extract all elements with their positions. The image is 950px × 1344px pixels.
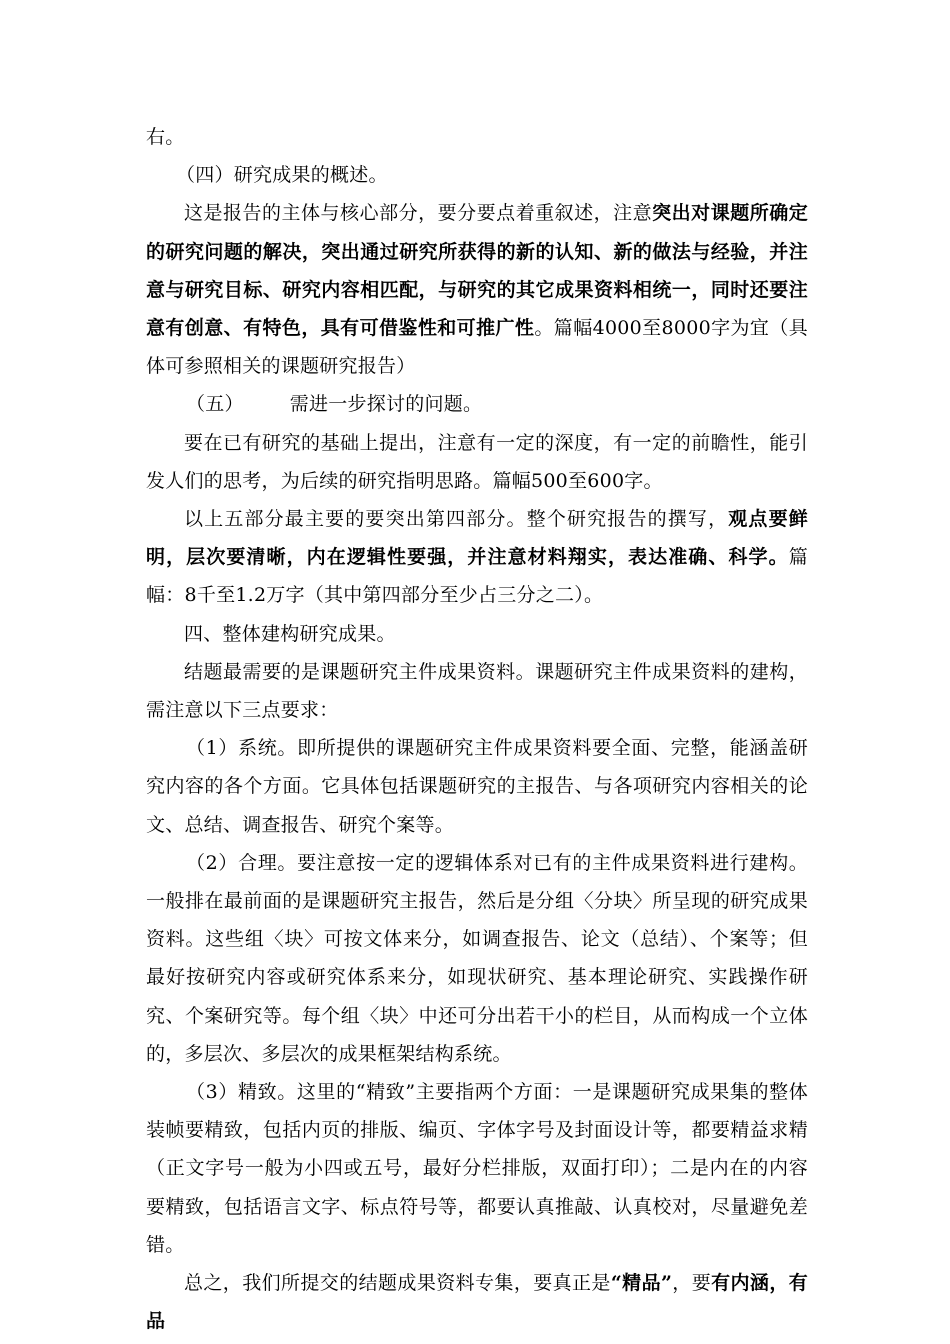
document-body bbox=[146, 118, 808, 1341]
paragraph-overview bbox=[146, 500, 808, 615]
paragraph-summary-tail: 。篇幅4000至8000字为宜（具体可参照相关的课题研究报告） bbox=[146, 317, 808, 378]
paragraph-further-questions: 要在已有研究的基础上提出，注意有一定的深度，有一定的前瞻性，能引发人们的思考，为后续的研究指明思路。篇幅500至600字。 bbox=[146, 431, 808, 492]
section-heading-4: （四）研究成果的概述。 bbox=[176, 164, 388, 187]
paragraph-main-materials: 结题最需要的是课题研究主件成果资料。课题研究主件成果资料的建构，需注意以下三点要求： bbox=[146, 660, 808, 722]
paragraph-overview-lead: 以上五部分最主要的要突出第四部分。整个研究报告的撰写， bbox=[184, 508, 729, 531]
section-heading-5-text: 需进一步探讨的问题。 bbox=[289, 393, 483, 416]
paragraph-conclusion-emphasis: 有内涵，有品 bbox=[146, 1272, 808, 1333]
item-system: （1）系统。即所提供的课题研究主件成果资料要全面、完整，能涵盖研究内容的各个方面。它具体包括课题研究的主报告、与各项研究内容相关的论文、总结、调查报告、研究个案等。 bbox=[146, 737, 808, 836]
paragraph-overview-emphasis: 观点要鲜明，层次要清晰，内在逻辑性要强，并注意材料翔实，表达准确、科学。 bbox=[146, 508, 808, 569]
paragraph-conclusion-quote: “精品” bbox=[610, 1272, 673, 1295]
paragraph-summary bbox=[146, 194, 808, 385]
item-reasonable: （2）合理。要注意按一定的逻辑体系对已有的主件成果资料进行建构。一般排在最前面的是课题研究主报告，然后是分组〈分块〉所呈现的研究成果资料。这些组〈块〉可按文体来分，如调查报告、论文（总结）、个案等；但最好按研究内容或研究体系来分，如现状研究、基本理论研究、实践操作研究、个案研究等。每个组〈块〉中还可分出若干小的栏目，从而构成一个立体的，多层次、多层次的成果框架结构系统。 bbox=[146, 851, 808, 1065]
section-heading-5-number: （五） bbox=[186, 393, 244, 416]
paragraph-conclusion-mid: ，要 bbox=[672, 1272, 712, 1295]
continued-line: 右。 bbox=[146, 126, 185, 148]
paragraph-summary-emphasis: 突出对课题所确定的研究问题的解决，突出通过研究所获得的新的认知、新的做法与经验，并注意与研究目标、研究内容相匹配，与研究的其它成果资料相统一，同时还要注意有创意、有特色，具有可借鉴性和可推广性 bbox=[146, 202, 808, 340]
paragraph-overview-tail: 篇幅：8千至1.2万字（其中第四部分至少占三分之二）。 bbox=[146, 546, 808, 607]
paragraph-conclusion-lead: 总之，我们所提交的结题成果资料专集，要真正是 bbox=[184, 1272, 611, 1295]
heading-build-results: 四、整体建构研究成果。 bbox=[184, 622, 396, 645]
item-refined: （3）精致。这里的“精致”主要指两个方面：一是课题研究成果集的整体装帧要精致，包括内页的排版、编页、字体字号及封面设计等，都要精益求精（正文字号一般为小四或五号，最好分栏排版，双面打印）；二是内在的内容要精致，包括语言文字、标点符号等，都要认真推敲、认真校对，尽量避免差错。 bbox=[146, 1081, 808, 1256]
paragraph-summary-lead: 这是报告的主体与核心部分，要分要点着重叙述，注意 bbox=[184, 202, 653, 225]
section-heading-5 bbox=[146, 385, 808, 423]
paragraph-conclusion bbox=[146, 1264, 808, 1340]
